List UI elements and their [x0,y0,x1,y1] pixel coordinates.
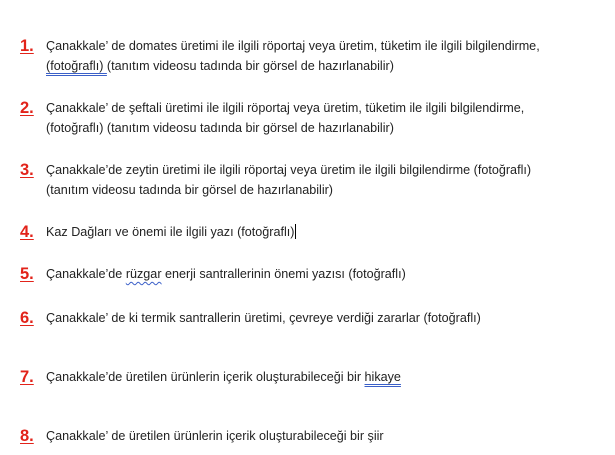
list-item-text [46,160,610,200]
list-number: 7. [20,368,34,386]
list-number: 3. [20,161,34,179]
list-item-text [46,98,610,138]
list-item-1 [20,36,610,76]
list-item-3 [20,160,610,200]
list-number: 2. [20,99,34,117]
item-line-1: Çanakkale’ de domates üretimi ile ilgili röportaj veya üretim, tüketim ile ilgili bilgilendirme, [46,39,540,53]
list-item-text: Çanakkale’de rüzgar enerji santrallerinin önemi yazısı (fotoğraflı) [46,267,406,281]
list-number: 1. [20,37,34,55]
list-item-text: Çanakkale’ de ki termik santrallerin üretimi, çevreye verdiği zararlar (fotoğraflı) [46,311,481,325]
list-item-5 [20,264,610,284]
item-line-1: Çanakkale’ de şeftali üretimi ile ilgili röportaj veya üretim, tüketim ile ilgili bilgilendirme, [46,101,525,115]
list-number: 8. [20,427,34,445]
item-line-2: (tanıtım videosu tadında bir görsel de hazırlanabilir) [46,183,334,197]
item-line-1: Çanakkale’de zeytin üretimi ile ilgili röportaj veya üretim ile ilgili bilgilendirme (fotoğraflı) [46,163,532,177]
list-number: 4. [20,223,34,241]
item-line-2: (fotoğraflı) (tanıtım videosu tadında bir görsel de hazırlanabilir) [46,59,394,73]
spellcheck-marked-word[interactable]: rüzgar [125,267,162,281]
list-item-text[interactable] [46,222,610,242]
spellcheck-marked-text[interactable]: (fotoğraflı) [46,59,107,73]
list-item-text: Çanakkale’de üretilen ürünlerin içerik oluşturabileceği bir hikaye [46,370,401,384]
list-item-4 [20,222,610,242]
list-item-6 [20,308,610,328]
list-item-text: Çanakkale’ de üretilen ürünlerin içerik oluşturabileceği bir şiir [46,429,384,443]
list-item-2 [20,98,610,138]
list-item-text [46,36,610,76]
list-number: 6. [20,309,34,327]
list-item-7 [20,367,610,387]
item-line-2: (fotoğraflı) (tanıtım videosu tadında bir görsel de hazırlanabilir) [46,121,394,135]
text-cursor [295,224,296,239]
list-item-8 [20,426,610,446]
list-number: 5. [20,265,34,283]
item-line-1: Kaz Dağları ve önemi ile ilgili yazı (fotoğraflı) [46,225,295,239]
spellcheck-marked-word[interactable]: hikaye [364,370,401,384]
